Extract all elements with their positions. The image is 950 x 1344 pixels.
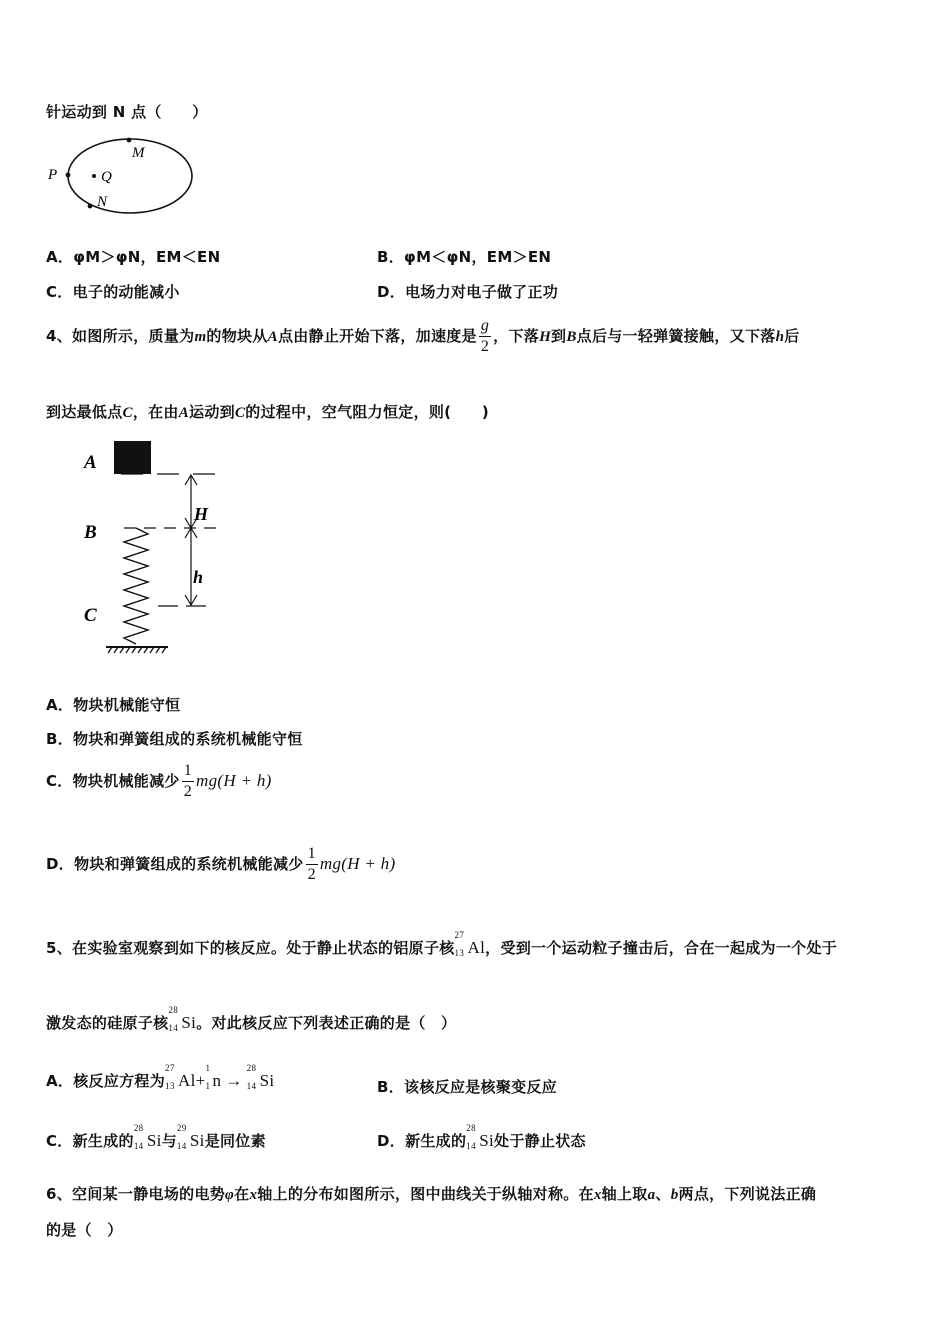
label-q: Q xyxy=(101,169,112,185)
point-m xyxy=(127,138,132,143)
q5-stem-line1: 5、在实验室观察到如下的核反应。处于静止状态的铝原子核 27 13 Al，受到一个运动粒子撞击后，合在一起成为一个处于 xyxy=(46,930,838,958)
q3-ellipse-figure xyxy=(40,130,200,225)
aluminium-nucleus: 27 13 Al xyxy=(454,930,486,958)
label-n: N xyxy=(97,194,108,210)
q4-option-b[interactable]: B．物块和弹簧组成的系统机械能守恒 xyxy=(46,730,303,748)
q4-option-a[interactable]: A．物块机械能守恒 xyxy=(46,696,181,714)
label-m: M xyxy=(132,145,145,161)
point-n xyxy=(88,204,93,209)
equipotential-ellipse xyxy=(68,139,192,213)
point-p xyxy=(66,173,71,178)
q4-stem-line2: 到达最低点C，在由A运动到C的过程中，空气阻力恒定，则( ) xyxy=(46,403,490,421)
label-b: B xyxy=(84,522,97,543)
q4-stem-line1: 4、如图所示，质量为m的物块从A点由静止开始下落，加速度是 $\frac{g}{2}$ ，下落H到B点后与一轻弹簧接触，又下落h后 xyxy=(46,317,800,355)
q5-option-a[interactable]: A．核反应方程为 27 13 Al+ 1 1 n → 28 14 Si xyxy=(46,1063,275,1091)
q5-option-b[interactable]: B．该核反应是核聚变反应 xyxy=(377,1078,558,1096)
q6-stem-line1: 6、空间某一静电场的电势φ在x轴上的分布如图所示，图中曲线关于纵轴对称。在x轴上取a、b两点，下列说法正确 xyxy=(46,1185,817,1203)
label-a: A xyxy=(84,452,97,473)
label-p: P xyxy=(48,167,58,183)
point-q xyxy=(92,174,96,178)
falling-block xyxy=(114,441,151,474)
label-big-h: H xyxy=(194,504,209,524)
q4-option-c[interactable]: C．物块机械能减少 $\frac{1}{2}$ mg(H + h) xyxy=(46,762,272,800)
spring xyxy=(124,528,148,644)
q3-option-c[interactable]: C．电子的动能减小 xyxy=(46,283,180,301)
silicon-nucleus: 28 14 Si xyxy=(168,1005,197,1033)
q3-option-a[interactable]: A．φM＞φN，EM＜EN xyxy=(46,248,221,266)
q5-option-d[interactable]: D．新生成的 28 14 Si处于静止状态 xyxy=(377,1123,586,1151)
q3-option-d[interactable]: D．电场力对电子做了正功 xyxy=(377,283,559,301)
label-c: C xyxy=(84,605,97,626)
q5-option-c[interactable]: C．新生成的 28 14 Si与 29 14 Si是同位素 xyxy=(46,1123,266,1151)
label-small-h: h xyxy=(193,567,204,587)
q6-stem-line2: 的是（ ） xyxy=(46,1221,123,1239)
q4-option-d[interactable]: D．物块和弹簧组成的系统机械能减少 $\frac{1}{2}$ mg(H + h) xyxy=(46,845,396,883)
acceleration-fraction: $\frac{g}{2}$ xyxy=(480,317,490,355)
q3-stem-tail: 针运动到 N 点（ ） xyxy=(46,103,208,121)
q3-option-b[interactable]: B．φM＜φN，EM＞EN xyxy=(377,248,552,266)
q4-spring-figure xyxy=(76,435,236,680)
q5-stem-line2: 激发态的硅原子核 28 14 Si。对此核反应下列表述正确的是（ ） xyxy=(46,1005,457,1033)
